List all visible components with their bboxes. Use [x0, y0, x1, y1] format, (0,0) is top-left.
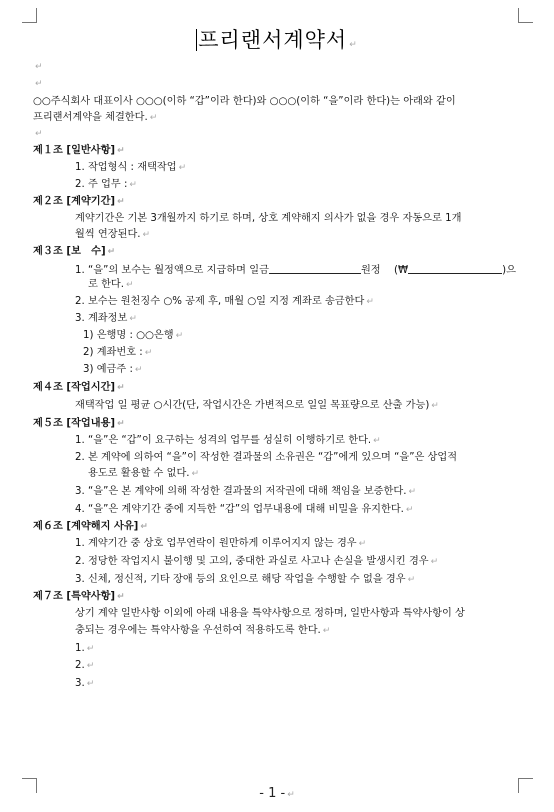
item-text: 2. [75, 660, 85, 671]
intro-line-1 [33, 95, 456, 109]
article-5-item [75, 451, 457, 465]
article-5-item [75, 434, 381, 448]
paragraph-mark: ↵ [142, 230, 151, 240]
body-text: 재택작업 일 평균 ○시간(단, 작업시간은 가변적으로 일일 목표량으로 산출 가능) [75, 400, 430, 411]
empty-line [33, 77, 43, 91]
item-text: )으 [502, 265, 516, 276]
paragraph-mark: ↵ [366, 297, 374, 307]
intro-line-2 [33, 111, 157, 125]
paragraph-mark: ↵ [117, 592, 125, 602]
item-text: 2. 보수는 원천징수 ○% 공제 후, 매월 ○일 지정 계좌로 송금한다 [75, 296, 365, 307]
item-text: 3. “을”은 본 계약에 의해 작성한 결과물의 저작권에 대해 책임을 보증한다. [75, 486, 407, 497]
paragraph-mark: ↵ [178, 163, 187, 173]
account-holder [83, 363, 142, 377]
empty-line [33, 60, 43, 74]
amount-number-blank[interactable] [408, 262, 502, 274]
article-7-item [75, 642, 94, 656]
account-number [83, 346, 152, 360]
paragraph-mark: ↵ [431, 401, 439, 411]
paragraph-mark: ↵ [405, 505, 414, 515]
paragraph-mark: ↵ [129, 180, 137, 190]
article-5-heading [33, 417, 125, 431]
body-text: 계약기간은 기본 3개월까지 하기로 하며, 상호 계약해지 의사가 없을 경우 자동으로 1개 [75, 213, 462, 224]
heading-text: 제５조 [작업내용] [33, 418, 116, 429]
amount-blank[interactable] [269, 262, 361, 274]
item-text: 1. “을”의 보수는 월정액으로 지급하며 일금 [75, 265, 269, 276]
paragraph-mark: ↵ [35, 62, 43, 72]
account-bank [83, 329, 183, 343]
heading-text: 제２조 [계약기간] [33, 196, 116, 207]
paragraph-mark: ↵ [407, 575, 416, 585]
heading-text: 제７조 [특약사항] [33, 591, 116, 602]
item-text: 4. “을”은 계약기간 중에 지득한 “갑”의 업무내용에 대해 비밀을 유지한다. [75, 504, 404, 515]
item-text: 1. “을”은 “갑”이 요구하는 성격의 업무를 성실히 이행하기로 한다. [75, 435, 372, 446]
paragraph-mark: ↵ [129, 314, 137, 324]
article-7-body [75, 624, 330, 638]
paragraph-mark: ↵ [117, 383, 125, 393]
article-1-heading [33, 144, 125, 158]
paragraph-mark: ↵ [175, 331, 184, 341]
paragraph-mark: ↵ [322, 626, 331, 636]
paragraph-mark: ↵ [140, 522, 148, 532]
paragraph-mark: ↵ [191, 469, 200, 479]
article-3-item-1 [75, 262, 516, 278]
article-6-heading [33, 520, 148, 534]
paragraph-mark: ↵ [117, 197, 125, 207]
item-text: 2) 계좌번호 : [83, 347, 143, 358]
item-text: 로 한다. [88, 279, 124, 290]
paragraph-mark: ↵ [430, 557, 439, 567]
item-text: 2. 정당한 작업지시 불이행 및 고의, 중대한 과실로 사고나 손실을 발생시킨 경우 [75, 556, 429, 567]
paragraph-mark: ↵ [134, 365, 143, 375]
empty-line [33, 127, 43, 141]
article-5-item-cont [88, 467, 199, 481]
page-number [0, 786, 554, 801]
page-number-text: - 1 - [259, 786, 286, 801]
article-1-item [75, 161, 186, 175]
paragraph-mark: ↵ [86, 679, 95, 689]
paragraph-mark: ↵ [86, 644, 95, 654]
paragraph-mark: ↵ [86, 661, 95, 671]
article-6-item [75, 537, 366, 551]
item-text: 원정 (₩ [360, 265, 409, 276]
intro-text: ○○주식회사 대표이사 ○○○(이하 “갑”이라 한다)와 ○○○(이하 “을”이라 한다)는 아래와 같이 [33, 96, 456, 107]
heading-text: 제４조 [작업시간] [33, 382, 116, 393]
article-3-item-2 [75, 295, 374, 309]
paragraph-mark: ↵ [358, 539, 367, 549]
paragraph-mark: ↵ [117, 146, 125, 156]
article-5-item [75, 503, 413, 517]
item-text: 용도로 활용할 수 없다. [88, 468, 190, 479]
article-3-heading [33, 245, 115, 259]
body-text: 월씩 연장된다. [75, 229, 141, 240]
heading-text: 제３조 [보 수] [33, 246, 106, 257]
paragraph-mark: ↵ [144, 348, 153, 358]
crop-mark-top-right [518, 8, 533, 23]
item-text: 3. 신체, 정신적, 기타 장애 등의 요인으로 해당 작업을 수행할 수 없을 경우 [75, 574, 406, 585]
article-3-item-1-cont [88, 278, 134, 292]
item-text: 1. 계약기간 중 상호 업무연락이 원만하게 이루어지지 않는 경우 [75, 538, 357, 549]
paragraph-mark: ↵ [117, 419, 125, 429]
article-7-item [75, 659, 94, 673]
item-text: 3. 계좌정보 [75, 313, 128, 324]
paragraph-mark: ↵ [287, 790, 295, 800]
article-5-item [75, 485, 416, 499]
article-3-item-3 [75, 312, 137, 326]
article-2-body [75, 212, 461, 226]
article-7-heading [33, 590, 125, 604]
paragraph-mark: ↵ [149, 113, 158, 123]
article-4-heading [33, 381, 125, 395]
item-text: 1. 작업형식 : 재택작업 [75, 162, 177, 173]
paragraph-mark: ↵ [35, 129, 43, 139]
article-1-item [75, 178, 137, 192]
item-text: 2. 본 계약에 의하여 “을”이 작성한 결과물의 소유권은 “갑”에게 있으며 “을”은 상업적 [75, 452, 458, 463]
heading-text: 제１조 [일반사항] [33, 145, 116, 156]
item-text: 1) 은행명 : ○○은행 [83, 330, 174, 341]
body-text: 충되는 경우에는 특약사항을 우선하여 적용하도록 한다. [75, 625, 321, 636]
article-7-item [75, 677, 94, 691]
article-2-body [75, 228, 150, 242]
item-text: 2. 주 업무 : [75, 179, 128, 190]
crop-mark-top-left [22, 8, 37, 23]
article-2-heading [33, 195, 125, 209]
paragraph-mark: ↵ [126, 280, 134, 290]
title-text: 프리랜서계약서 [198, 28, 348, 52]
article-4-body [75, 399, 439, 413]
paragraph-mark: ↵ [373, 436, 381, 446]
article-7-body [75, 607, 465, 621]
paragraph-mark: ↵ [349, 40, 358, 50]
item-text: 1. [75, 643, 85, 654]
article-6-item [75, 573, 415, 587]
item-text: 3) 예금주 : [83, 364, 133, 375]
article-6-item [75, 555, 438, 569]
document-title[interactable] [0, 24, 554, 54]
heading-text: 제６조 [계약해지 사유] [33, 521, 139, 532]
paragraph-mark: ↵ [35, 79, 43, 89]
body-text: 상기 계약 일반사항 이외에 아래 내용을 특약사항으로 정하며, 일반사항과 특약사항이 상 [75, 608, 465, 619]
item-text: 3. [75, 678, 85, 689]
paragraph-mark: ↵ [408, 487, 416, 497]
paragraph-mark: ↵ [107, 247, 116, 257]
intro-text: 프리랜서계약을 체결한다. [33, 112, 148, 123]
